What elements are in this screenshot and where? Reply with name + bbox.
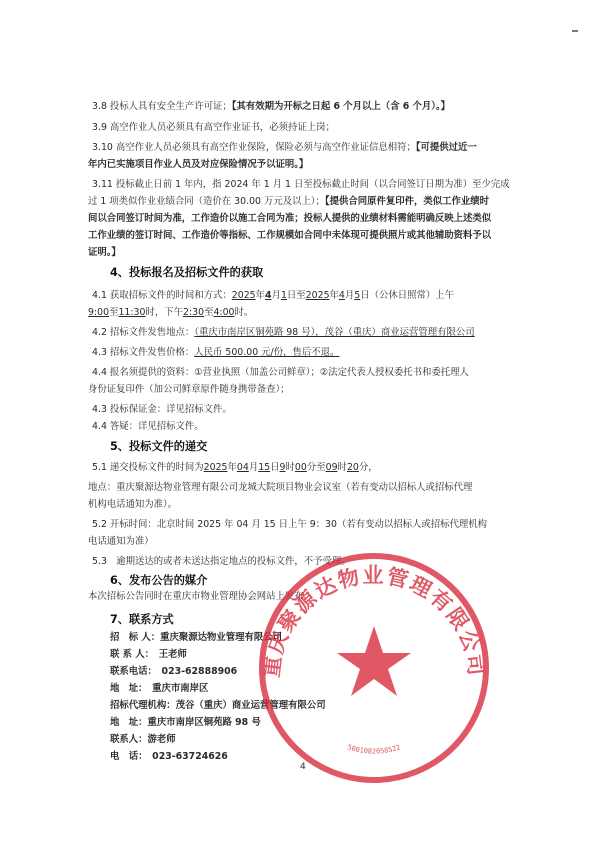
clause-4-1-times: 9:00至11:30时，下午2:30至4:00时。 [88,307,254,318]
clause-4-3-deposit: 4.3 投标保证金：详见招标文件。 [92,404,232,415]
section-6-text: 本次招标公告同时在重庆市物业管理协会网站上发布。 [88,591,314,602]
contact-phone-1: 联系电话： 023-62888906 [110,666,238,677]
clause-3-10: 3.10 高空作业人员必须具有高空作业保险，保险必须与高空作业证信息相符；【可提供过近一 [92,142,477,153]
clause-4-4-qa: 4.4 答疑：详见招标文件。 [92,421,204,432]
clause-4-3: 4.3 招标文件发售价格：人民币 500.00 元/份，售后不退。 [92,347,340,358]
section-5-title: 5、投标文件的递交 [110,440,208,453]
contact-phone-2: 电 话： 023-63724626 [110,751,228,762]
clause-5-1: 5.1 递交投标文件的时间为2025年04月15日9时00分至09时20分， [92,462,378,473]
contact-person-2: 联系人：游老师 [110,734,176,745]
clause-3-11-line2: 过 1 项类似作业业绩合同（造价在 30.00 万元及以上）；【提供合同原件复印件，类似工作业绩时 [88,196,489,207]
clause-5-2-cont: 电话通知为准） [88,536,154,547]
seal-code: 5001082058522 [346,743,402,756]
contact-address-2: 地 址：重庆市南岸区铜苑路 98 号 [110,717,261,728]
clause-5-3: 5.3 逾期送达的或者未送达指定地点的投标文件，不予受理。 [92,556,351,567]
section-4-title: 4、投标报名及招标文件的获取 [110,266,264,279]
contact-person-1: 联 系 人： 王老师 [110,649,187,660]
clause-3-11-line4: 工作业绩的签订时间、工作造价等指标、工作规模如合同中未体现可提供照片或其他辅助资料予以 [88,230,492,241]
clause-5-2: 5.2 开标时间：北京时间 2025 年 04 月 15 日上午 9：30（若有变动以招标人或招标代理机构 [92,519,487,530]
seal-text: 重庆聚源达物业管理有限公司 [259,563,489,679]
clause-4-4: 4.4 报名须提供的资料：①营业执照（加盖公司鲜章）；②法定代表人授权委托书和委托理人 [92,367,469,378]
scan-mark [572,30,578,32]
contact-agency: 招标代理机构：茂谷（重庆）商业运营管理有限公司 [110,700,326,711]
contact-tenderer: 招 标 人：重庆聚源达物业管理有限公司 [110,632,283,643]
clause-5-1-location: 地点：重庆聚源达物业管理有限公司龙城大院项目物业会议室（若有变动以招标人或招标代理 [88,482,473,493]
page-number: 4 [300,762,306,772]
clause-3-11-line1: 3.11 投标截止日前 1 年内，指 2024 年 1 月 1 日至投标截止时间（以合同签订日期为准）至少完成 [92,179,510,190]
contact-address-1: 地 址： 重庆市南岸区 [110,683,209,694]
clause-3-10-cont: 年内已实施项目作业人员及对应保险情况予以证明。】 [88,159,309,170]
clause-4-4-cont: 身份证复印件（加公司鲜章原件随身携带备查）； [88,384,290,395]
clause-3-11-line3: 间以合同签订时间为准，工作造价以施工合同为准；投标人提供的业绩材料需能明确反映上述类似 [88,213,492,224]
clause-4-2: 4.2 招标文件发售地点：（重庆市南岸区铜苑路 98 号），茂谷（重庆）商业运营管理有限公司 [92,327,475,338]
section-6-title: 6、发布公告的媒介 [110,574,208,587]
clause-4-1: 4.1 获取招标文件的时间和方式：2025年4月1日至2025年4月5日（公休日照常）上午 [92,290,455,301]
clause-3-8: 3.8 投标人具有安全生产许可证；【其有效期为开标之日起 6 个月以上（含 6 个月）。】 [92,101,451,112]
section-7-title: 7、联系方式 [110,613,174,626]
clause-3-9: 3.9 高空作业人员必须具有高空作业证书，必须持证上岗； [92,122,335,133]
clause-3-11-line5: 证明。】 [88,247,121,258]
clause-5-1-location-cont: 机构电话通知为准）。 [88,499,178,510]
